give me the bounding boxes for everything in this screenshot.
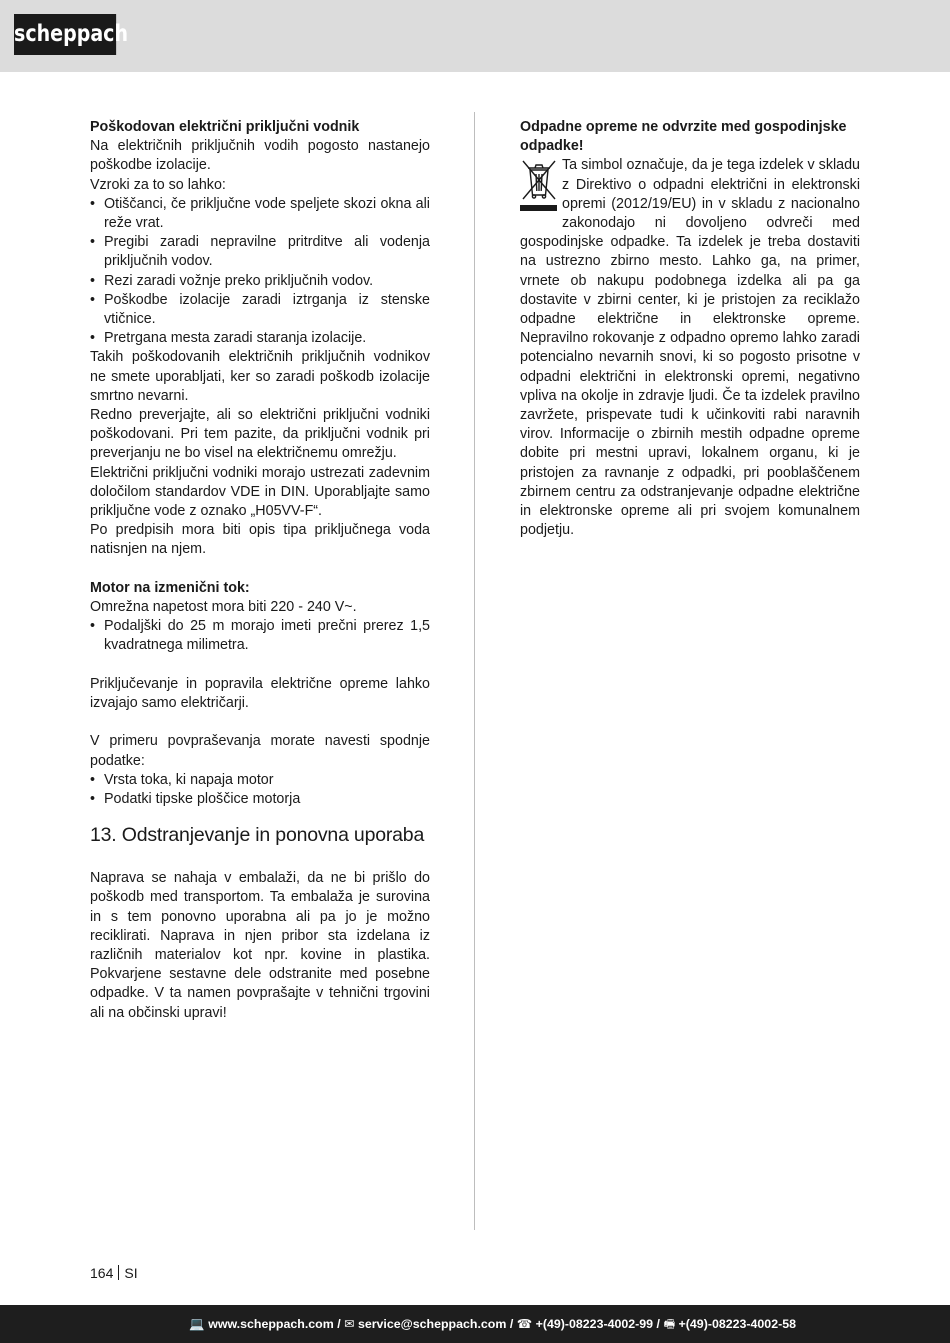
inquiry-list xyxy=(90,771,430,809)
list-item: • Podatki tipske ploščice motorja xyxy=(90,790,430,809)
list-item: • Podaljški do 25 m morajo imeti prečni prerez 1,5 kvadratnega milimetra. xyxy=(90,617,430,655)
crossed-bin-icon xyxy=(520,158,558,214)
para-standard: Električni priključni vodniki morajo ustrezati zadevnim določilom standardov VDE in DIN. Uporabljajte samo priključne vode z oznako „H05VV-F“. xyxy=(90,464,430,520)
list-item: • Pregibi zaradi nepravilne pritrditve ali vodenja priključnih vodov. xyxy=(90,233,430,271)
computer-icon: 💻 xyxy=(189,1317,205,1331)
footer-website[interactable]: www.scheppach.com xyxy=(208,1317,334,1331)
right-column xyxy=(520,118,860,540)
list-item: • Otiščanci, če priključne vode speljete skozi okna ali reže vrat. xyxy=(90,195,430,233)
page-language: SI xyxy=(124,1265,138,1281)
mail-icon: ✉ xyxy=(344,1317,355,1331)
page-number-value: 164 xyxy=(90,1265,114,1281)
page-header xyxy=(0,0,950,72)
weee-title: Odpadne opreme ne odvrzite med gospodinjske odpadke! xyxy=(520,119,847,155)
para-check: Redno preverjajte, ali so električni priključni vodniki poškodovani. Pri tem pazite, da priključni vodnik pri preverjanju ne bo visel na električnemu omrežju. xyxy=(90,407,430,462)
list-item: • Pretrgana mesta zaradi staranja izolacije. xyxy=(90,329,430,348)
damaged-cable-intro: Na električnih priključnih vodih pogosto nastanejo poškodbe izolacije. xyxy=(90,138,430,174)
footer-phone: +(49)-08223-4002-99 xyxy=(535,1317,654,1331)
causes-label: Vzroki za to so lahko: xyxy=(90,176,226,193)
footer-fax: +(49)-08223-4002-58 xyxy=(678,1317,796,1331)
causes-list xyxy=(90,195,430,349)
motor-title: Motor na izmenični tok: xyxy=(90,579,250,596)
page-footer: 💻 www.scheppach.com / ✉ service@scheppach.com / ☎ +(49)-08223-4002-99 / 🖷 +(49)-08223-4002-58 xyxy=(0,1305,950,1343)
section-heading: 13. Odstranjevanje in ponovna uporaba xyxy=(90,824,425,847)
footer-email[interactable]: service@scheppach.com xyxy=(357,1317,507,1331)
para-inquiry: V primeru povpraševanja morate navesti spodnje podatke: xyxy=(90,733,430,769)
motor-voltage: Omrežna napetost mora biti 220 - 240 V~. xyxy=(90,599,357,616)
para-no-use: Takih poškodovanih električnih priključnih vodnikov ne smete uporabljati, ker so zaradi poškodb izolacije smrtno nevarni. xyxy=(90,349,430,404)
weee-text: Ta simbol označuje, da je tega izdelek v skladu z Direktivo o odpadni električni in elektronski opremi (2012/19/EU) in v skladu z nacionalno zakonodajo ni dovoljeno odvreči med gospodinjske odpadke. Ta izdelek je treba dostaviti na ustrezno zbirno mesto. Lahko ga, na primer, vrnete ob nakupu podobnega izdelka ali pa ga dostavite v zbirni center, ki je pristojen za reciklažo odpadne električne in elektronske opreme. Nepravilno rokovanje z odpadno opremo lahko zaradi potencialno nevarnih snovi, ki so pogosto prisotne v odpadni električni in elektronski opremi, negativno vpliva na okolje in zdravje ljudi. Če ta izdelek pravilno zavržete, prispevate tudi k učinkoviti rabi naravnih virov. Informacije o zbirnih mestih odpadne opreme dobite pri mestni upravi, lokalnem organu, ki je pristojen za ravnanje z odpadki, pri pooblaščenem zbirnem centru za odstranjevanje odpadne električne in elektronske opreme ali pri svojem komunalnem podjetju. xyxy=(520,157,860,539)
page-number xyxy=(90,1264,138,1282)
para-type: Po predpisih mora biti opis tipa priključnega voda natisnjen na njem. xyxy=(90,522,430,558)
scheppach-logo: scheppach xyxy=(14,14,116,55)
left-column xyxy=(90,118,430,1023)
column-divider xyxy=(474,112,475,1230)
phone-icon: ☎ xyxy=(516,1317,533,1331)
para-disposal: Naprava se nahaja v embalaži, da ne bi prišlo do poškodb med transportom. Ta embalaža je surovina in s tem ponovno uporabna ali pa jo je možno reciklirati. Naprava in njen pribor sta izdelana iz različnih materialov kot npr. kovine in plastika. Pokvarjene sestavne dele odstranite med posebne odpadke. V ta namen povprašajte v tehnični trgovini ali na občinski upravi! xyxy=(90,870,430,1021)
list-item: • Poškodbe izolacije zaradi iztrganja iz stenske vtičnice. xyxy=(90,291,430,329)
list-item: • Rezi zaradi vožnje preko priključnih vodov. xyxy=(90,272,430,291)
motor-list xyxy=(90,617,430,655)
fax-icon: 🖷 xyxy=(663,1317,676,1331)
list-item: • Vrsta toka, ki napaja motor xyxy=(90,771,430,790)
damaged-cable-title: Poškodovan električni priključni vodnik xyxy=(90,119,360,135)
para-electrician: Priključevanje in popravila električne opreme lahko izvajajo samo električarji. xyxy=(90,675,430,712)
